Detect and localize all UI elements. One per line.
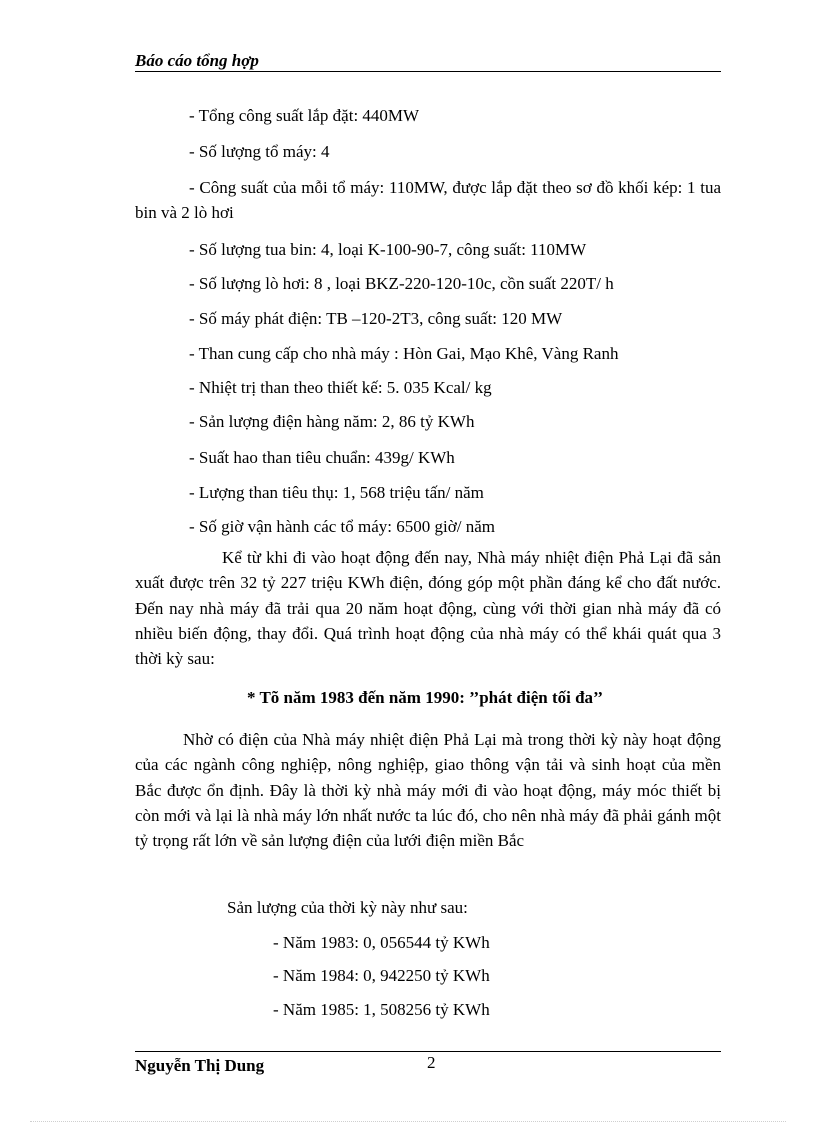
spec-item: - Nhiệt trị than theo thiết kế: 5. 035 Kcal/ kg <box>189 378 492 397</box>
spec-item: - Lượng than tiêu thụ: 1, 568 triệu tấn/ năm <box>189 483 484 502</box>
spec-item: - Công suất của mỗi tổ máy: 110MW, được lắp đặt theo sơ đồ khối kép: 1 tua bin và 2 lò hơi <box>135 178 721 223</box>
spec-item: - Số lượng tua bin: 4, loại K-100-90-7, công suất: 110MW <box>189 240 587 259</box>
page-number: 2 <box>427 1053 436 1072</box>
spec-item: - Số máy phát điện: TB –120-2T3, công suất: 120 MW <box>189 309 563 328</box>
output-intro: Sản lượng của thời kỳ này như sau: <box>227 898 468 917</box>
page-bottom-border <box>30 1121 786 1122</box>
header-title: Báo cáo tổng hợp <box>135 51 259 70</box>
page-header <box>135 50 721 72</box>
intro-paragraph: Kể từ khi đi vào hoạt động đến nay, Nhà máy nhiệt điện Phả Lại đã sản xuất được trên 32 tỷ 227 triệu KWh điện, đóng góp một phần đáng kể cho đất nước. Đến nay nhà máy đã trải qua 20 năm hoạt động, cùng với thời gian nhà máy đã có nhiều biến động, thay đổi. Quá trình hoạt động của nhà máy có thể khái quát qua 3 thời kỳ sau: <box>135 548 721 669</box>
spec-item: - Tổng công suất lắp đặt: 440MW <box>189 106 420 125</box>
spec-item: - Than cung cấp cho nhà máy : Hòn Gai, Mạo Khê, Vàng Ranh <box>189 344 619 363</box>
spec-item: - Sản lượng điện hàng năm: 2, 86 tỷ KWh <box>189 412 475 431</box>
section-paragraph: Nhờ có điện của Nhà máy nhiệt điện Phả Lại mà trong thời kỳ này hoạt động của các ngành công nghiệp, nông nghiệp, giao thông vận tải và sinh hoạt của mền Bắc được ổn định. Đây là thời kỳ nhà máy mới đi vào hoạt động, máy móc thiết bị còn mới và lại là nhà máy lớn nhất nước ta lúc đó, cho nên nhà máy đã phải gánh một tỷ trọng rất lớn về sản lượng điện của lưới điện miền Bắc <box>135 730 721 851</box>
output-year-item: - Năm 1984: 0, 942250 tỷ KWh <box>273 966 490 985</box>
spec-item: - Suất hao than tiêu chuẩn: 439g/ KWh <box>189 448 455 467</box>
section-heading: * Tõ năm 1983 đến năm 1990: ’’phát điện tối đa’’ <box>247 688 604 707</box>
spec-item: - Số lượng lò hơi: 8 , loại BKZ-220-120-10c, cồn suất 220T/ h <box>189 274 614 293</box>
footer-author: Nguyễn Thị Dung <box>135 1056 265 1075</box>
output-year-item: - Năm 1985: 1, 508256 tỷ KWh <box>273 1000 490 1019</box>
spec-item: - Số lượng tổ máy: 4 <box>189 142 330 161</box>
output-year-item: - Năm 1983: 0, 056544 tỷ KWh <box>273 933 490 952</box>
spec-item: - Số giờ vận hành các tổ máy: 6500 giờ/ năm <box>189 517 495 536</box>
